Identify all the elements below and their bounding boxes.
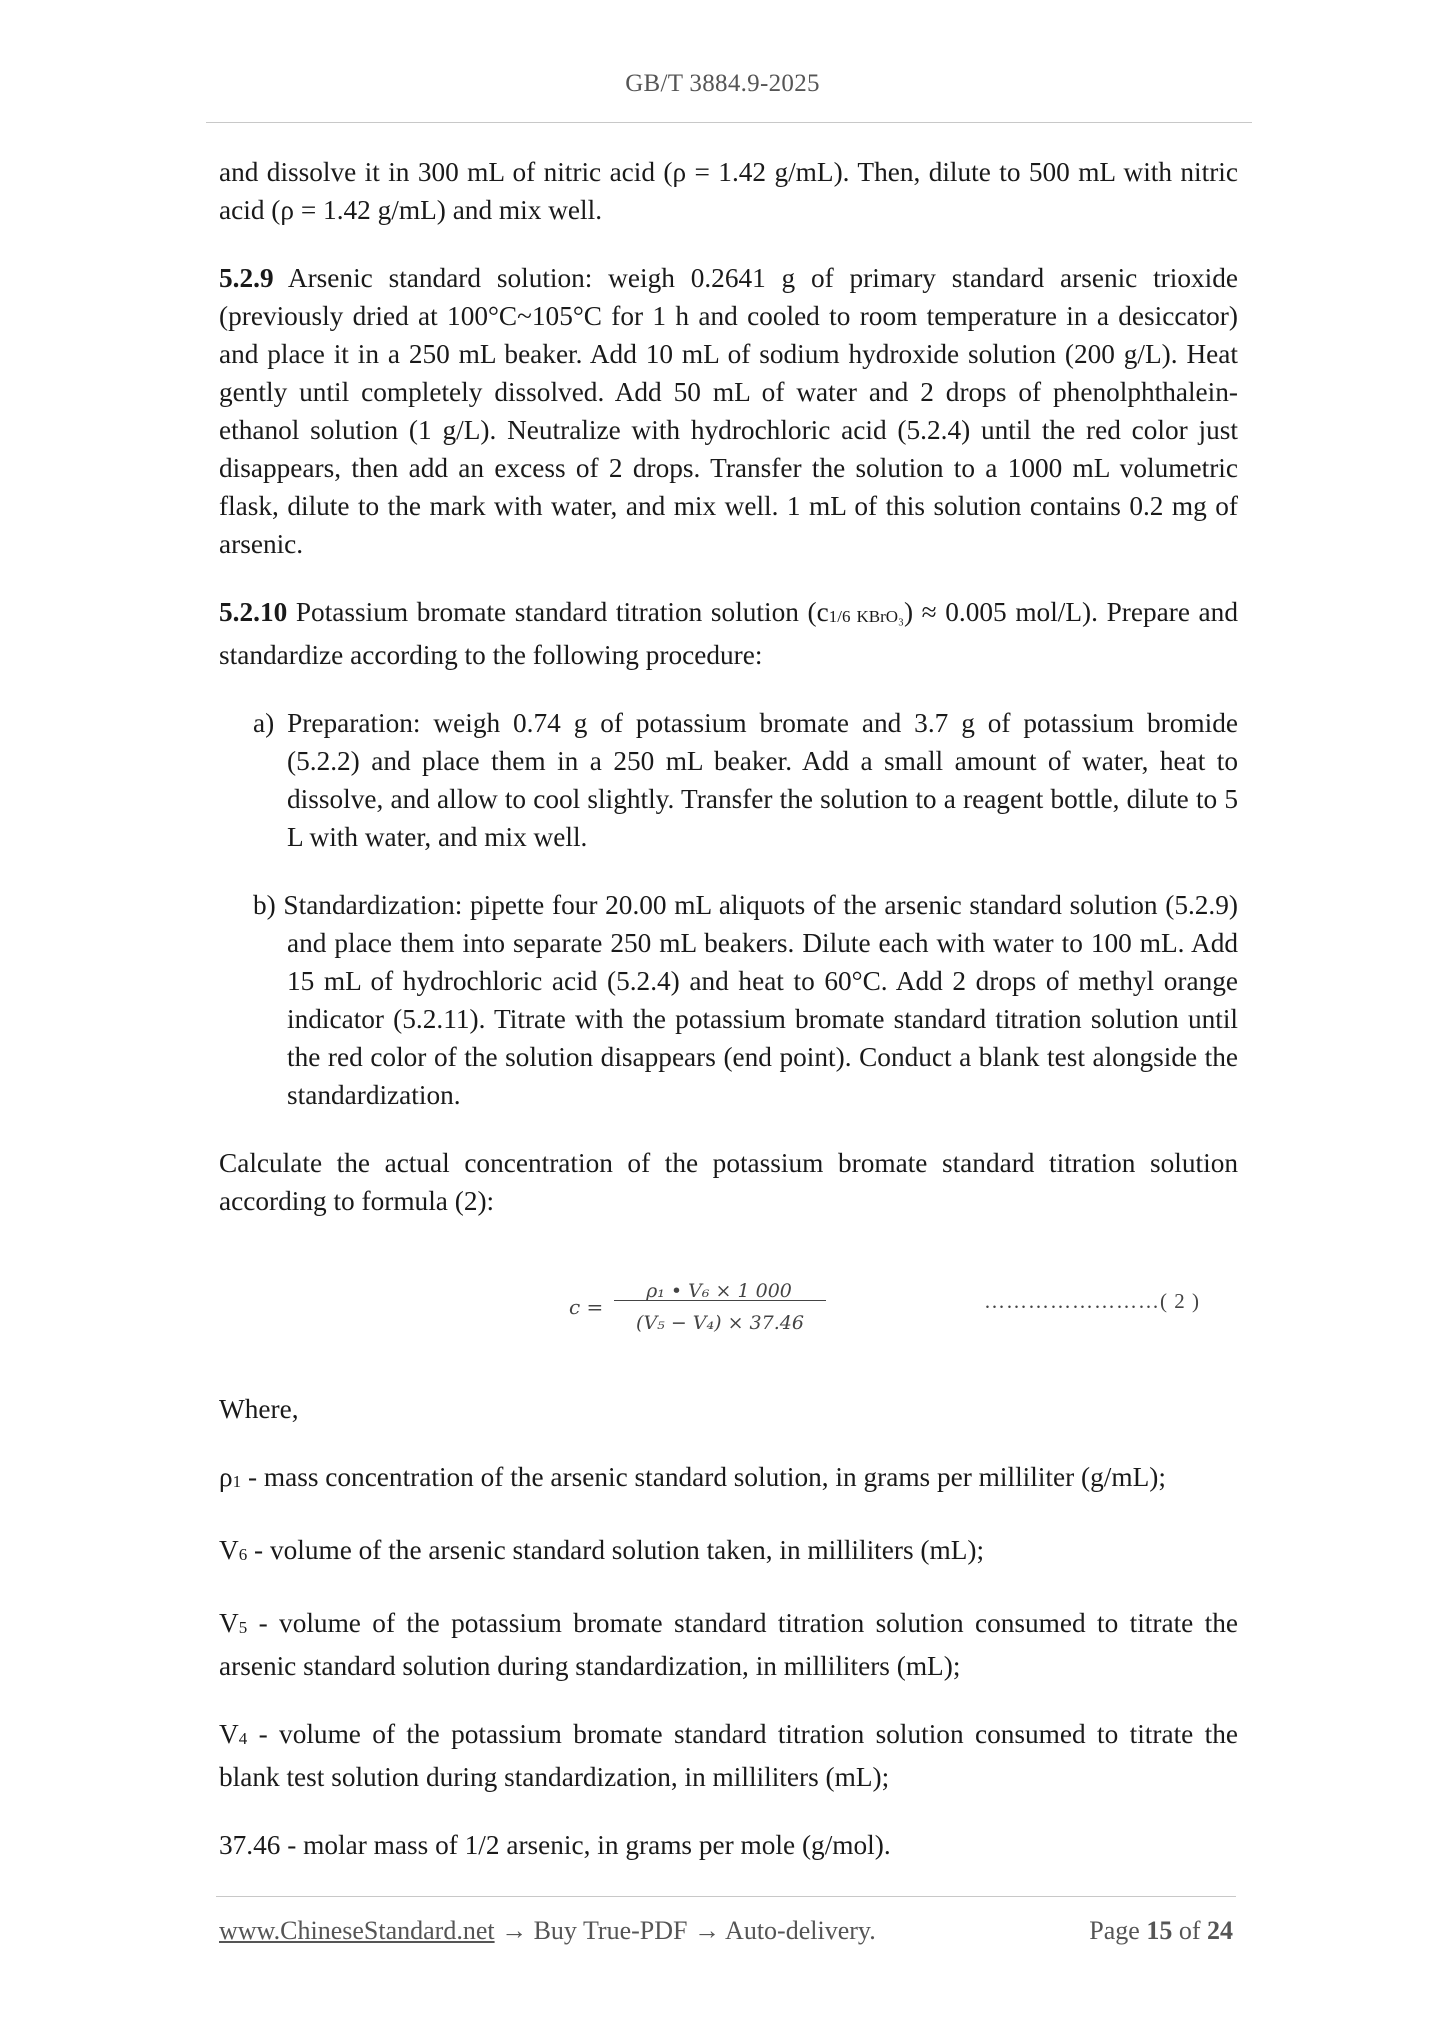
list-item-a: a) Preparation: weigh 0.74 g of potassium bromate and 3.7 g of potassium bromide (5.2.2) and place them in a 250 mL beaker. Add a small amount of water, heat to dissolve, and allow to cool slightly. Transfer the solution to a reagent bottle, dilute to 5 L with water, and mix well. [253, 708, 1238, 852]
def-subscript: 5 [238, 1618, 248, 1637]
def-text: - volume of the arsenic standard solution taken, in milliliters (mL); [247, 1535, 985, 1565]
definition-rho1 [219, 1458, 1238, 1501]
section-text: Arsenic standard solution: weigh 0.2641 g of primary standard arsenic trioxide (previously dried at 100°C~105°C for 1 h and cooled to room temperature in a desiccator) and place it in a 250 mL beaker. Add 10 mL of sodium hydroxide solution (200 g/L). Heat gently until completely dissolved. Add 50 mL of water and 2 drops of phenolphthalein-ethanol solution (1 g/L). Neutralize with hydrochloric acid (5.2.4) until the red color just disappears, then add an excess of 2 drops. Transfer the solution to a 1000 mL volumetric flask, dilute to the mark with water, and mix well. 1 mL of this solution contains 0.2 mg of arsenic. [219, 263, 1238, 559]
page-number: 15 [1146, 1916, 1173, 1945]
def-text: - volume of the potassium bromate standard titration solution consumed to titrate the blank test solution during standardization, in milliliters (mL); [219, 1719, 1238, 1792]
definition-v4 [219, 1715, 1238, 1796]
website-link[interactable]: www.ChineseStandard.net [219, 1916, 495, 1945]
definition-molar-mass: 37.46 - molar mass of 1/2 arsenic, in grams per mole (g/mol). [219, 1830, 891, 1860]
footer-divider [216, 1896, 1236, 1897]
section-5-2-9 [219, 259, 1238, 563]
paragraph-continuation: and dissolve it in 300 mL of nitric acid (ρ = 1.42 g/mL). Then, dilute to 500 mL with nitric acid (ρ = 1.42 g/mL) and mix well. [219, 157, 1238, 225]
def-symbol: V [219, 1719, 239, 1749]
def-subscript: 4 [238, 1729, 248, 1748]
formula-2 [219, 1250, 1238, 1360]
formula-numerator: ρ₁ • V₆ × 1 000 [646, 1280, 792, 1302]
formula-lhs: c = [569, 1295, 604, 1319]
def-subscript: 1 [232, 1472, 242, 1491]
def-subscript: 6 [238, 1545, 248, 1564]
footer-tagline: → Buy True-PDF → Auto-delivery. [494, 1916, 876, 1945]
concentration-subscript: 1/6 KBrO₃ [828, 607, 904, 626]
section-number: 5.2.9 [219, 263, 274, 293]
section-text-post: ) ≈ 0.005 mol/L). Prepare and standardize according to the following procedure: [219, 597, 1238, 670]
def-symbol: V [219, 1535, 239, 1565]
page-word: Page [1089, 1916, 1147, 1945]
def-symbol: ρ [219, 1462, 233, 1492]
equation-number: ……………………( 2 ) [984, 1289, 1200, 1313]
calc-intro: Calculate the actual concentration of the potassium bromate standard titration solution according to formula (2): [219, 1148, 1238, 1216]
def-text: - mass concentration of the arsenic standard solution, in grams per milliliter (g/mL); [241, 1462, 1166, 1492]
page-total: 24 [1207, 1916, 1233, 1945]
def-symbol: V [219, 1608, 239, 1638]
document-body [219, 153, 1238, 1864]
section-number: 5.2.10 [219, 597, 288, 627]
page-indicator [1089, 1916, 1233, 1946]
formula-denominator: (V₅ − V₄) × 37.46 [636, 1312, 804, 1334]
definition-v6 [219, 1531, 1238, 1574]
definition-v5 [219, 1604, 1238, 1685]
of-word: of [1172, 1916, 1207, 1945]
header-divider [206, 122, 1252, 123]
list-item-b: b) Standardization: pipette four 20.00 mL aliquots of the arsenic standard solution (5.2.9) and place them into separate 250 mL beakers. Dilute each with water to 100 mL. Add 15 mL of hydrochloric acid (5.2.4) and heat to 60°C. Add 2 drops of methyl orange indicator (5.2.11). Titrate with the potassium bromate standard titration solution until the red color of the solution disappears (end point). Conduct a blank test alongside the standardization. [253, 890, 1238, 1110]
def-text: - volume of the potassium bromate standard titration solution consumed to titrate the arsenic standard solution during standardization, in milliliters (mL); [219, 1608, 1238, 1681]
fraction-bar [614, 1300, 826, 1301]
section-text-pre: Potassium bromate standard titration solution (c [287, 597, 829, 627]
doc-header-id: GB/T 3884.9-2025 [625, 70, 820, 97]
page-footer [219, 1916, 1233, 1946]
section-5-2-10 [219, 593, 1238, 674]
where-label: Where, [219, 1394, 299, 1424]
